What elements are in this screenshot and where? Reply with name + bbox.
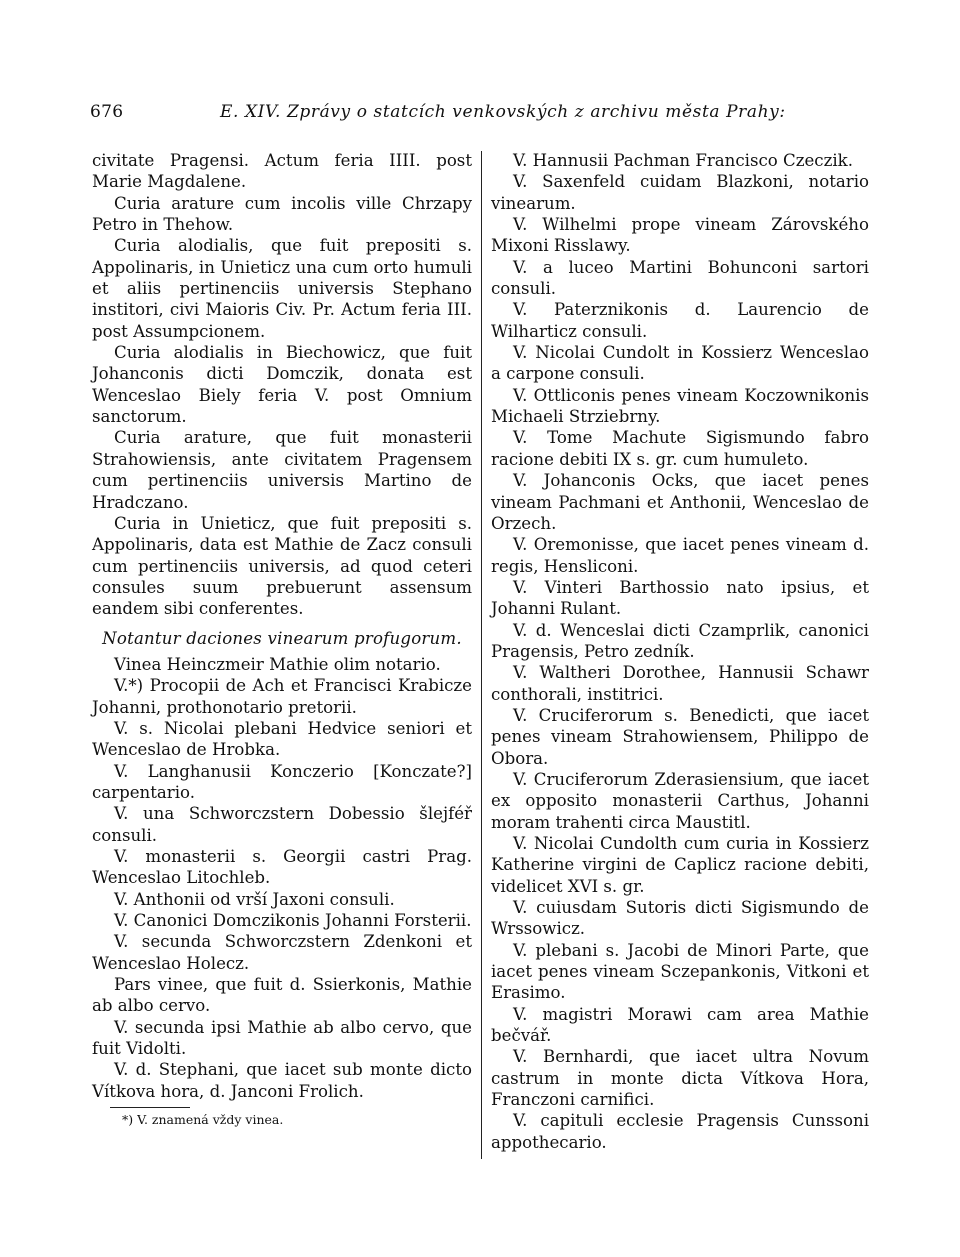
column-divider: [481, 151, 482, 1159]
vineyard-entry: V. d. Stephani, que iacet sub monte dicto Vítkova hora, d. Janconi Frolich.: [92, 1060, 472, 1101]
left-paragraph: Curia alodialis in Biechowicz, que fuit Johanconis dicti Domczik, donata est Wenceslao Biely feria V. post Omnium sanctorum.: [92, 343, 472, 427]
left-paragraph: Curia alodialis, que fuit prepositi s. Appolinaris, in Unieticz una cum orto humuli et aliis pertinenciis universis Stephano institori, civi Maioris Civ. Pr. Actum feria III. post Assumpcionem.: [92, 236, 472, 341]
left-paragraph: civitate Pragensi. Actum feria IIII. post Marie Magdalene.: [92, 151, 472, 192]
vineyard-entry: V. secunda Schworczstern Zdenkoni et Wenceslao Holecz.: [92, 932, 472, 973]
vineyard-entry: V. Nicolai Cundolt in Kossierz Wenceslao a carpone consuli.: [491, 343, 869, 384]
vineyard-entry: V. Johanconis Ocks, que iacet penes vineam Pachmani et Anthonii, Wenceslao de Orzech.: [491, 471, 869, 533]
vineyard-entry: V. magistri Morawi cam area Mathie bečvář.: [491, 1004, 869, 1046]
vineyard-entry: V. monasterii s. Georgii castri Prag. Wenceslao Litochleb.: [92, 847, 472, 888]
vineyard-entry: V. secunda ipsi Mathie ab albo cervo, que fuit Vidolti.: [92, 1017, 472, 1059]
vineyard-entry: V. a luceo Martini Bohunconi sartori consuli.: [491, 257, 869, 299]
vineyard-entry: V. Bernhardi, que iacet ultra Novum castrum in monte dicta Vítkova Hora, Franczoni carnifici.: [491, 1047, 869, 1110]
footnote-divider: [110, 1107, 190, 1108]
left-paragraph: Curia arature cum incolis ville Chrzapy Petro in Thehow.: [92, 193, 472, 235]
vineyard-entry: Pars vinee, que fuit d. Ssierkonis, Mathie ab albo cervo.: [92, 975, 472, 1016]
vineyard-entry: V. una Schworczstern Dobessio šlejféř consuli.: [92, 804, 472, 845]
left-column: [92, 150, 472, 1128]
left-paragraph: Curia in Unieticz, que fuit prepositi s. Appolinaris, data est Mathie de Zacz consuli cum pertinenciis universis, ad quod ceteri consules suum prebuerunt assensum eandem sibi conferentes.: [92, 513, 472, 619]
vineyard-entry: V. Hannusii Pachman Francisco Czeczik.: [513, 151, 853, 170]
left-paragraph: Curia arature, que fuit monasterii Strahowiensis, ante civitatem Pragensem cum pertinenciis universis Martino de Hradczano.: [92, 428, 472, 512]
vineyard-entry: V. d. Wenceslai dicti Czamprlik, canonici Pragensis, Petro zedník.: [491, 620, 869, 661]
vineyard-entry: V. s. Nicolai plebani Hedvice seniori et Wenceslao de Hrobka.: [92, 718, 472, 760]
vineyard-entry: V. Saxenfeld cuidam Blazkoni, notario vinearum.: [491, 172, 869, 213]
vineyard-entry: V. Ottliconis penes vineam Koczownikonis Michaeli Strziebrny.: [491, 385, 869, 427]
footnote: *) V. znamená vždy vinea.: [122, 1112, 284, 1128]
vineyard-entry: V. plebani s. Jacobi de Minori Parte, que iacet penes vineam Sczepankonis, Vitkoni et Erasimo.: [491, 940, 869, 1003]
vineyard-entry: V. Canonici Domczikonis Johanni Forsterii.: [114, 911, 472, 931]
vineyard-entry: V. Nicolai Cundolth cum curia in Kossierz Katherine virgini de Caplicz racione debiti, videlicet XVI s. gr.: [491, 834, 869, 896]
vineyard-entry: V. Cruciferorum Zderasiensium, que iacet ex opposito monasterii Carthus, Johanni moram trahenti circa Maustitl.: [491, 769, 869, 832]
right-column: [491, 150, 869, 1153]
vineyard-entry: V. Tome Machute Sigismundo fabro racione debiti IX s. gr. cum humuleto.: [491, 428, 869, 469]
vineyard-entry: V. Wilhelmi prope vineam Zárovského Mixoni Risslawy.: [491, 215, 869, 256]
vineyard-entry: Vinea Heinczmeir Mathie olim notario.: [114, 654, 441, 674]
vineyard-entry: V. Cruciferorum s. Benedicti, que iacet penes vineam Strahowiensem, Philippo de Obora.: [491, 705, 869, 768]
vineyard-entry: V. Oremonisse, que iacet penes vineam d. regis, Hensliconi.: [491, 535, 869, 576]
vineyard-entry: V. Langhanusii Konczerio [Konczate?] carpentario.: [92, 761, 472, 802]
vineyard-entry: V. capituli ecclesie Pragensis Cunssoni appothecario.: [491, 1111, 869, 1152]
vineyard-entry: V. cuiusdam Sutoris dicti Sigismundo de Wrssowicz.: [491, 898, 869, 939]
vineyard-entry: V. Waltheri Dorothee, Hannusii Schawr conthorali, institrici.: [491, 663, 869, 704]
running-title: E. XIV. Zprávy o statcích venkovských z archivu města Prahy:: [220, 102, 786, 122]
vineyard-entry: V. Vinteri Barthossio nato ipsius, et Johanni Rulant.: [491, 577, 869, 619]
section-heading: Notantur daciones vinearum profugorum.: [102, 628, 462, 648]
page-number: 676: [90, 102, 124, 122]
vineyard-entry: V. Anthonii od vrší Jaxoni consuli.: [114, 889, 395, 909]
vineyard-entry: V. Paterznikonis d. Laurencio de Wilharticz consuli.: [491, 300, 869, 341]
vineyard-entry: V.*) Procopii de Ach et Francisci Krabicze Johanni, prothonotario pretorii.: [92, 676, 472, 717]
